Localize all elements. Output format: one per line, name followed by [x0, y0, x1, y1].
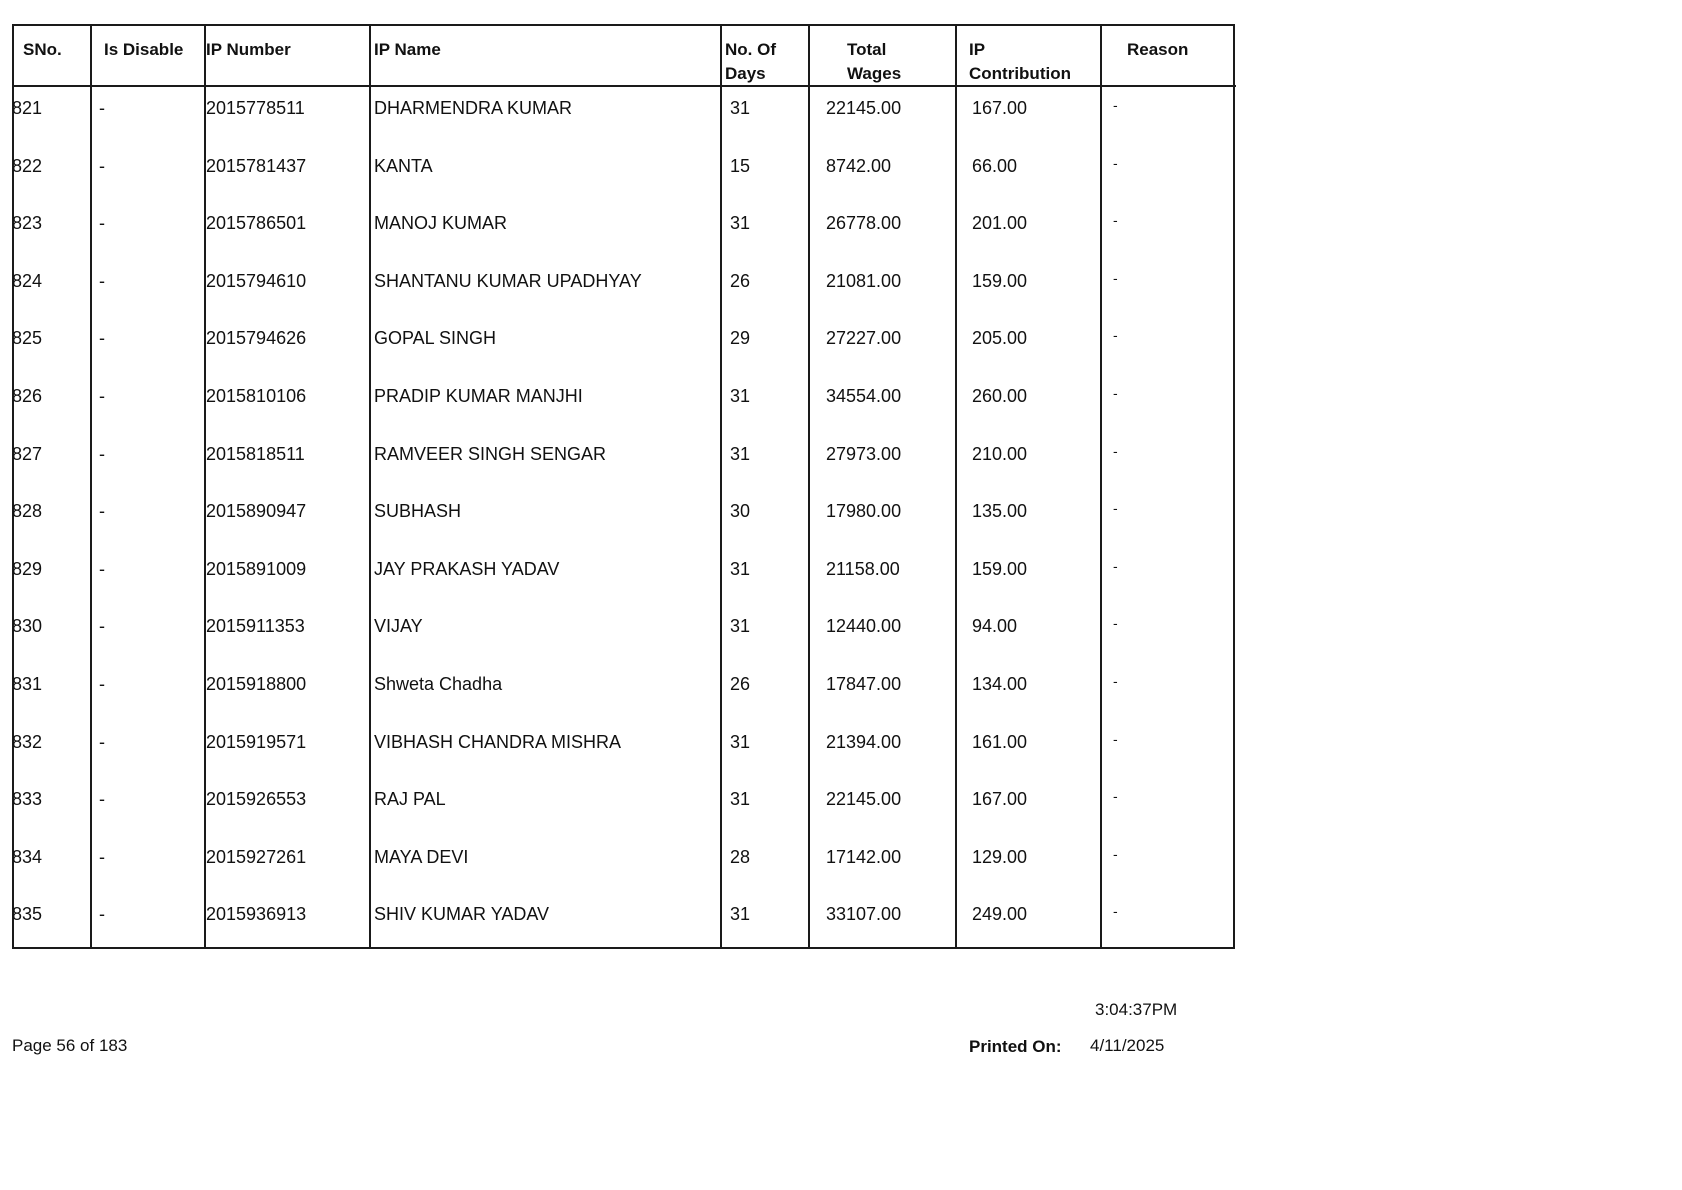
cell-contribution: 135.00	[972, 501, 1028, 522]
cell-sno: 830	[12, 616, 43, 637]
header-days-line1: No. Of	[725, 40, 776, 59]
cell-ip-number: 2015919571	[206, 731, 307, 752]
header-wages-line1: Total	[847, 40, 887, 59]
cell-wages: 17980.00	[826, 501, 902, 522]
cell-is-disable: -	[99, 789, 105, 810]
cell-contribution: 205.00	[972, 328, 1028, 349]
cell-reason: -	[1113, 615, 1118, 632]
cell-days: 30	[730, 501, 751, 522]
cell-days: 31	[730, 731, 751, 752]
cell-reason: -	[1113, 730, 1118, 747]
cell-wages: 17847.00	[826, 674, 902, 694]
page-number: Page 56 of 183	[12, 1036, 128, 1055]
table-row	[14, 605, 1233, 663]
cell-contribution: 201.00	[972, 213, 1028, 234]
printed-time: 3:04:37PM	[1095, 1000, 1178, 1019]
cell-days: 31	[730, 558, 751, 579]
cell-days: 29	[730, 328, 751, 349]
cell-ip-number: 2015890947	[206, 501, 307, 522]
table-row	[14, 548, 1233, 606]
table-row	[14, 317, 1233, 375]
cell-reason: -	[1113, 788, 1118, 805]
cell-reason: -	[1113, 269, 1118, 286]
cell-ip-number: 2015936913	[206, 904, 307, 925]
cell-ip-name: SUBHASH	[374, 501, 462, 522]
table-row	[14, 375, 1233, 433]
cell-ip-name: PRADIP KUMAR MANJHI	[374, 386, 583, 406]
cell-ip-name: MANOJ KUMAR	[374, 213, 508, 234]
cell-sno: 823	[12, 213, 43, 234]
cell-is-disable: -	[99, 443, 105, 464]
cell-wages: 27227.00	[826, 328, 902, 349]
cell-sno: 832	[12, 731, 43, 752]
table-row	[14, 145, 1233, 203]
cell-ip-name: Shweta Chadha	[374, 674, 503, 694]
cell-ip-name: SHIV KUMAR YADAV	[374, 904, 550, 925]
cell-is-disable: -	[99, 846, 105, 867]
cell-contribution: 210.00	[972, 443, 1028, 464]
cell-is-disable: -	[99, 501, 105, 522]
cell-sno: 822	[12, 155, 43, 176]
cell-wages: 26778.00	[826, 213, 902, 234]
cell-days: 31	[730, 616, 751, 637]
cell-reason: -	[1113, 212, 1118, 229]
cell-ip-name: VIBHASH CHANDRA MISHRA	[374, 731, 622, 752]
header-contribution-line2: Contribution	[969, 64, 1071, 83]
cell-wages: 12440.00	[826, 616, 902, 637]
cell-is-disable: -	[99, 155, 105, 176]
header-contribution-line1: IP	[969, 40, 986, 59]
table-row	[14, 893, 1233, 951]
cell-ip-number: 2015794610	[206, 270, 307, 291]
cell-contribution: 94.00	[972, 616, 1018, 637]
cell-contribution: 66.00	[972, 155, 1018, 176]
cell-days: 26	[730, 270, 751, 291]
header-ip-number: IP Number	[206, 40, 291, 59]
cell-ip-number: 2015891009	[206, 558, 307, 579]
cell-reason: -	[1113, 845, 1118, 862]
header-wages-line2: Wages	[847, 64, 902, 83]
cell-contribution: 260.00	[972, 386, 1028, 406]
cell-ip-number: 2015810106	[206, 386, 307, 406]
cell-sno: 828	[12, 501, 43, 522]
cell-wages: 22145.00	[826, 98, 902, 118]
cell-contribution: 129.00	[972, 846, 1028, 867]
cell-ip-name: SHANTANU KUMAR UPADHYAY	[374, 270, 642, 291]
table-row	[14, 202, 1233, 260]
cell-reason: -	[1113, 500, 1118, 517]
cell-ip-name: GOPAL SINGH	[374, 328, 497, 349]
header-sno: SNo.	[23, 40, 62, 59]
cell-reason: -	[1113, 385, 1118, 401]
cell-reason: -	[1113, 442, 1118, 459]
cell-contribution: 134.00	[972, 674, 1028, 694]
cell-days: 31	[730, 443, 751, 464]
cell-ip-number: 2015927261	[206, 846, 307, 867]
cell-sno: 835	[12, 904, 43, 925]
cell-reason: -	[1113, 97, 1118, 113]
cell-is-disable: -	[99, 558, 105, 579]
printed-date: 4/11/2025	[1090, 1036, 1165, 1055]
cell-days: 31	[730, 789, 751, 810]
cell-days: 31	[730, 213, 751, 234]
cell-sno: 833	[12, 789, 43, 810]
header-is-disable: Is Disable	[104, 40, 184, 59]
cell-ip-name: JAY PRAKASH YADAV	[374, 558, 560, 579]
cell-ip-number: 2015918800	[206, 674, 307, 694]
table-row	[14, 490, 1233, 548]
cell-ip-number: 2015781437	[206, 155, 307, 176]
cell-contribution: 159.00	[972, 558, 1028, 579]
cell-is-disable: -	[99, 731, 105, 752]
cell-reason: -	[1113, 327, 1118, 344]
cell-ip-name: MAYA DEVI	[374, 846, 469, 867]
cell-contribution: 159.00	[972, 270, 1028, 291]
cell-ip-name: RAMVEER SINGH SENGAR	[374, 443, 607, 464]
cell-wages: 21158.00	[826, 558, 900, 579]
cell-contribution: 249.00	[972, 904, 1028, 925]
cell-contribution: 167.00	[972, 98, 1028, 118]
cell-sno: 825	[12, 328, 43, 349]
cell-sno: 826	[12, 386, 43, 406]
cell-is-disable: -	[99, 98, 105, 118]
cell-ip-number: 2015911353	[206, 616, 305, 637]
cell-wages: 8742.00	[826, 155, 892, 176]
contribution-table	[12, 24, 1235, 949]
table-row	[14, 778, 1233, 836]
table-row	[14, 721, 1233, 779]
cell-sno: 831	[12, 674, 43, 694]
cell-days: 31	[730, 98, 751, 118]
header-days-line2: Days	[725, 64, 766, 83]
cell-ip-name: DHARMENDRA KUMAR	[374, 98, 573, 118]
cell-reason: -	[1113, 557, 1118, 574]
cell-ip-number: 2015818511	[206, 443, 305, 464]
cell-days: 15	[730, 155, 751, 176]
cell-sno: 821	[12, 98, 43, 118]
cell-reason: -	[1113, 154, 1118, 171]
cell-days: 31	[730, 904, 751, 925]
cell-reason: -	[1113, 903, 1118, 920]
cell-wages: 21081.00	[826, 270, 902, 291]
cell-ip-number: 2015794626	[206, 328, 307, 349]
table-row	[14, 433, 1233, 491]
table-row	[14, 260, 1233, 318]
cell-is-disable: -	[99, 904, 105, 925]
cell-ip-number: 2015778511	[206, 98, 305, 118]
cell-is-disable: -	[99, 386, 105, 406]
cell-ip-number: 2015926553	[206, 789, 307, 810]
cell-ip-name: KANTA	[374, 155, 433, 176]
cell-wages: 21394.00	[826, 731, 902, 752]
cell-is-disable: -	[99, 213, 105, 234]
cell-wages: 27973.00	[826, 443, 902, 464]
cell-wages: 33107.00	[826, 904, 902, 925]
cell-is-disable: -	[99, 674, 105, 694]
cell-sno: 834	[12, 846, 43, 867]
header-ip-name: IP Name	[374, 40, 441, 59]
cell-sno: 824	[12, 270, 43, 291]
cell-days: 31	[730, 386, 751, 406]
cell-wages: 17142.00	[826, 846, 902, 867]
cell-contribution: 167.00	[972, 789, 1028, 810]
cell-is-disable: -	[99, 616, 105, 637]
printed-on-label: Printed On:	[969, 1037, 1062, 1056]
cell-sno: 827	[12, 443, 43, 464]
cell-reason: -	[1113, 673, 1118, 689]
cell-is-disable: -	[99, 328, 105, 349]
cell-is-disable: -	[99, 270, 105, 291]
cell-ip-name: RAJ PAL	[374, 789, 446, 810]
cell-wages: 22145.00	[826, 789, 902, 810]
cell-days: 26	[730, 674, 751, 694]
cell-sno: 829	[12, 558, 43, 579]
table-row	[14, 87, 1233, 145]
cell-ip-number: 2015786501	[206, 213, 307, 234]
cell-days: 28	[730, 846, 751, 867]
header-reason: Reason	[1127, 40, 1189, 59]
table-row	[14, 663, 1233, 721]
cell-contribution: 161.00	[972, 731, 1028, 752]
cell-ip-name: VIJAY	[374, 616, 423, 637]
cell-wages: 34554.00	[826, 386, 902, 406]
table-row	[14, 836, 1233, 894]
